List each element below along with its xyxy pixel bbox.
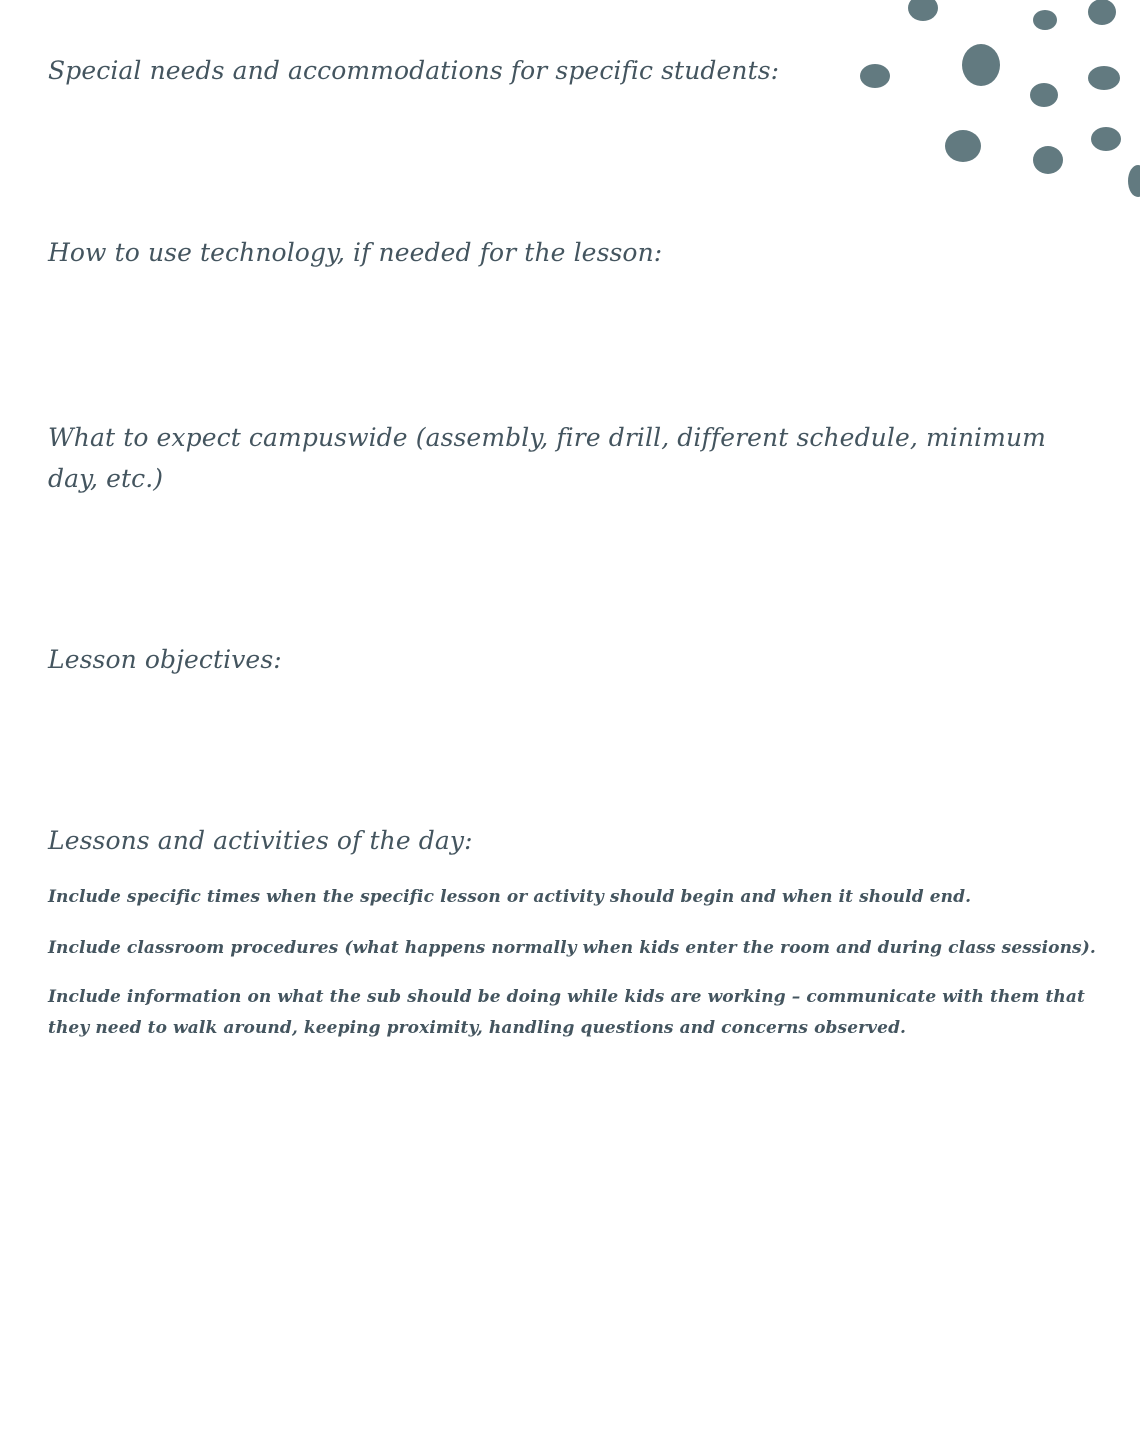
dot xyxy=(1030,83,1058,107)
heading-lessons-activities: Lessons and activities of the day: xyxy=(48,826,473,855)
decorative-dots xyxy=(840,0,1140,210)
dot xyxy=(1088,0,1116,25)
dot xyxy=(860,64,890,88)
heading-technology: How to use technology, if needed for the lesson: xyxy=(48,238,663,267)
dot xyxy=(1088,66,1120,90)
note-sub-information: Include information on what the sub should be doing while kids are working – communicate with them that they need to walk around, keeping proximity, handling questions and concerns observed. xyxy=(48,987,1085,1038)
dot xyxy=(1128,165,1140,197)
dot xyxy=(945,130,981,162)
heading-special-needs: Special needs and accommodations for specific students: xyxy=(48,56,780,85)
note-classroom-procedures: Include classroom procedures (what happens normally when kids enter the room and during class sessions). xyxy=(48,938,1096,958)
heading-campuswide: What to expect campuswide (assembly, fire drill, different schedule, minimum day, etc.) xyxy=(48,423,1046,493)
dot xyxy=(908,0,938,21)
heading-lesson-objectives: Lesson objectives: xyxy=(48,645,282,674)
dot xyxy=(1033,146,1063,174)
note-specific-times: Include specific times when the specific lesson or activity should begin and when it should end. xyxy=(48,887,972,907)
dot xyxy=(1033,10,1057,30)
dot xyxy=(1091,127,1121,151)
dot xyxy=(962,44,1000,86)
